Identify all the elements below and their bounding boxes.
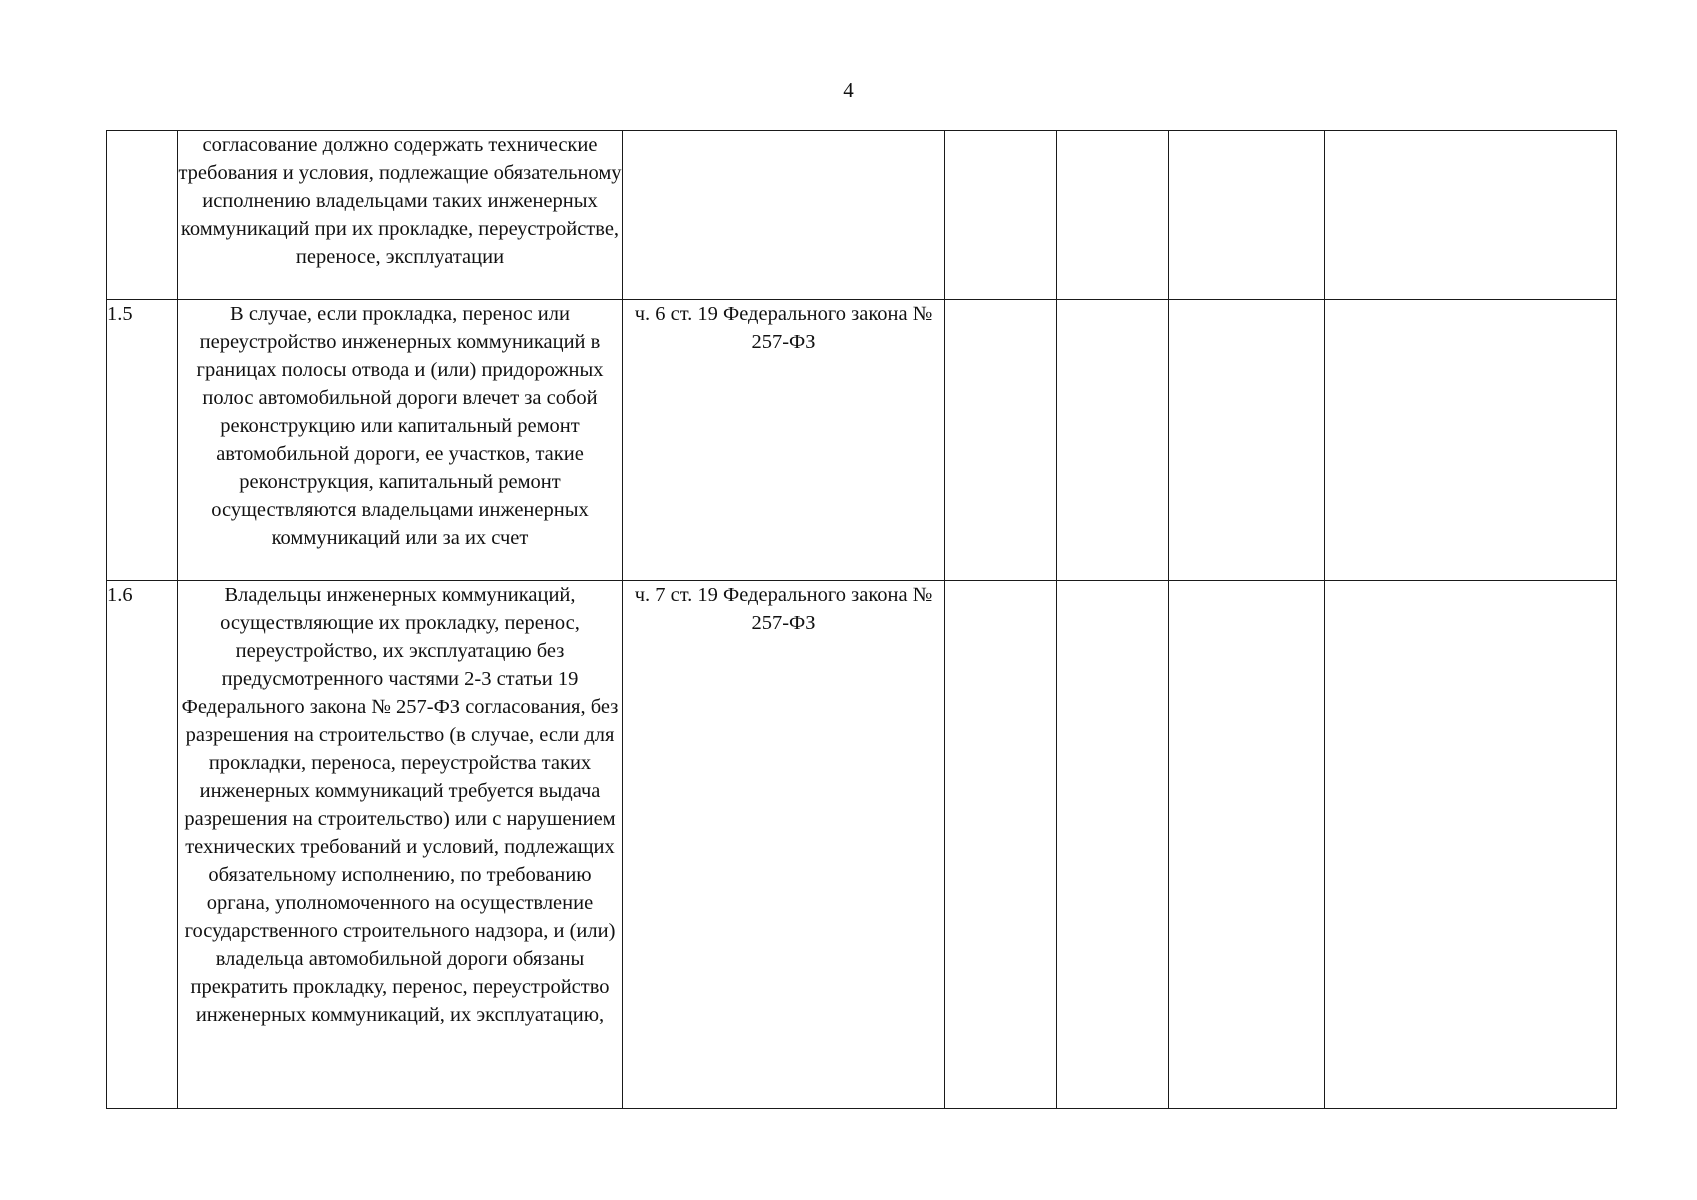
- legal-reference: ч. 7 ст. 19 Федерального закона № 257-ФЗ: [623, 581, 945, 1109]
- row-number: 1.5: [107, 300, 178, 581]
- table-row: [107, 581, 1617, 1109]
- empty-cell: [1325, 300, 1617, 581]
- requirement-text: согласование должно содержать технические требования и условия, подлежащие обязательному исполнению владельцами таких инженерных коммуникаций при их прокладке, переустройстве, переносе, эксплуатации: [178, 131, 623, 300]
- table-row: [107, 300, 1617, 581]
- row-number: 1.6: [107, 581, 178, 1109]
- checklist-table: [106, 130, 1617, 1109]
- empty-cell: [945, 581, 1057, 1109]
- table-row: [107, 131, 1617, 300]
- empty-cell: [1057, 300, 1169, 581]
- empty-cell: [945, 300, 1057, 581]
- empty-cell: [1169, 300, 1325, 581]
- requirement-text: В случае, если прокладка, перенос или переустройство инженерных коммуникаций в границах полосы отвода и (или) придорожных полос автомобильной дороги влечет за собой реконструкцию или капитальный ремонт автомобильной дороги, ее участков, такие реконструкция, капитальный ремонт осуществляются владельцами инженерных коммуникаций или за их счет: [178, 300, 623, 581]
- empty-cell: [1325, 131, 1617, 300]
- empty-cell: [1169, 581, 1325, 1109]
- legal-reference: ч. 6 ст. 19 Федерального закона № 257-ФЗ: [623, 300, 945, 581]
- requirement-text: Владельцы инженерных коммуникаций, осуществляющие их прокладку, перенос, переустройство, их эксплуатацию без предусмотренного частями 2-3 статьи 19 Федерального закона № 257-ФЗ согласования, без разрешения на строительство (в случае, если для прокладки, переноса, переустройства таких инженерных коммуникаций требуется выдача разрешения на строительство) или с нарушением технических требований и условий, подлежащих обязательному исполнению, по требованию органа, уполномоченного на осуществление государственного строительного надзора, и (или) владельца автомобильной дороги обязаны прекратить прокладку, перенос, переустройство инженерных коммуникаций, их эксплуатацию,: [178, 581, 623, 1109]
- empty-cell: [1169, 131, 1325, 300]
- row-number: [107, 131, 178, 300]
- empty-cell: [1057, 131, 1169, 300]
- legal-reference: [623, 131, 945, 300]
- empty-cell: [1057, 581, 1169, 1109]
- page-number: 4: [843, 78, 854, 102]
- empty-cell: [945, 131, 1057, 300]
- empty-cell: [1325, 581, 1617, 1109]
